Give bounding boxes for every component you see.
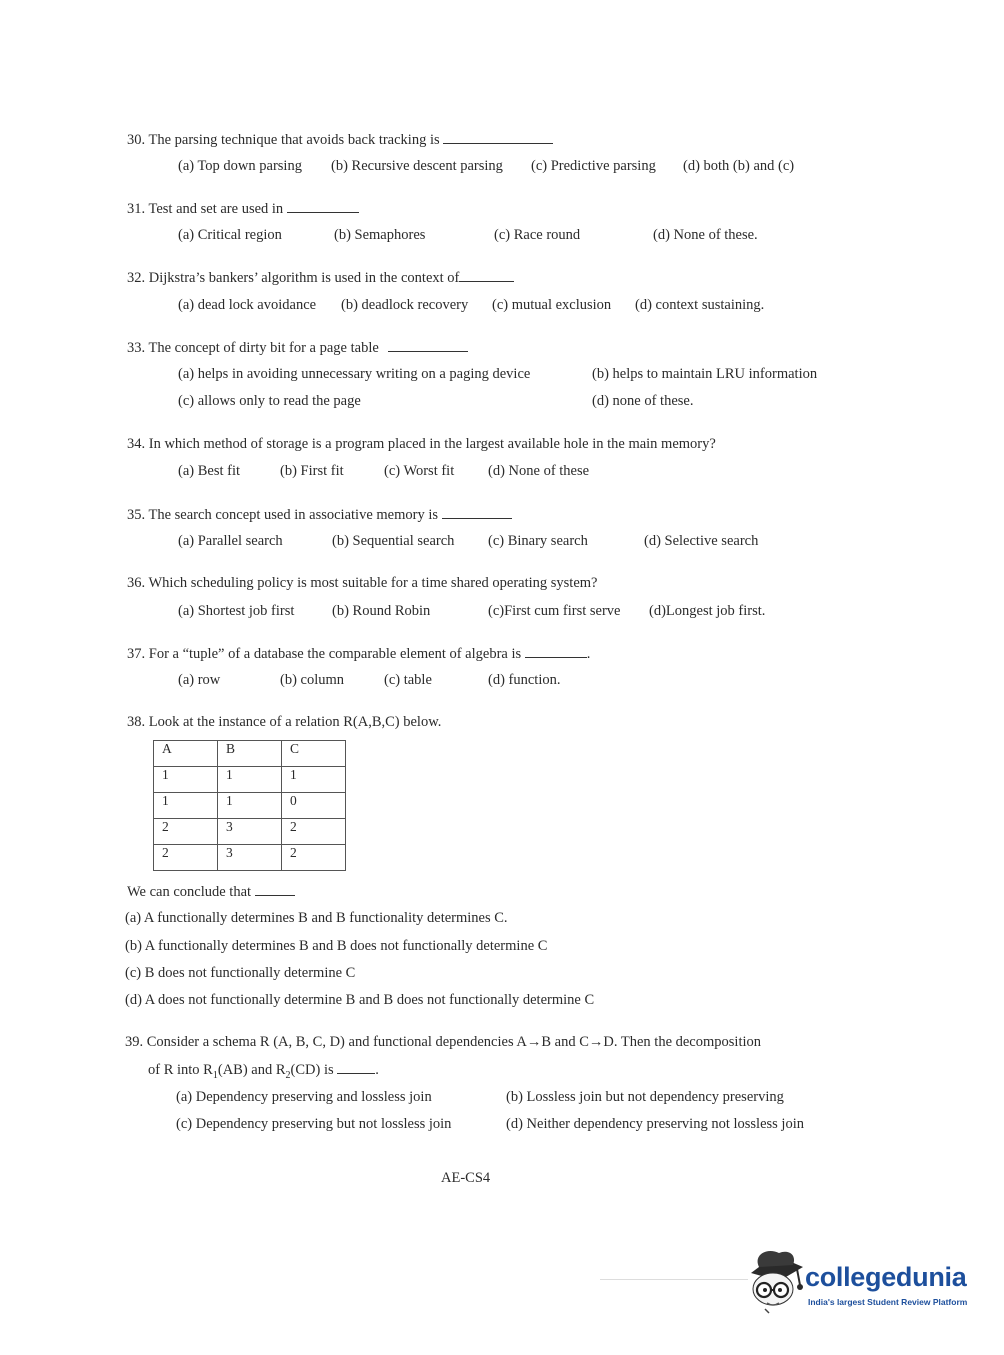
divider: [600, 1279, 748, 1280]
page-code: AE-CS4: [441, 1170, 491, 1186]
table-row: [154, 793, 346, 819]
table-cell: 2: [154, 845, 218, 871]
option-38d: (d) A does not functionally determine B and B does not functionally determine C: [125, 992, 595, 1008]
option-31b: (b) Semaphores: [334, 227, 426, 243]
collegedunia-mascot-icon: [745, 1245, 807, 1320]
table-row: [154, 819, 346, 845]
question-39-line2: of R into $R_1(AB)$ and $R_2(CD)$ is .: [148, 1062, 379, 1081]
table-cell: 2: [282, 845, 346, 871]
table-row: [154, 767, 346, 793]
option-39b: (b) Lossless join but not dependency preserving: [506, 1089, 784, 1105]
table-cell: 1: [218, 767, 282, 793]
option-31d: (d) None of these.: [653, 227, 758, 243]
option-33b: (b) helps to maintain LRU information: [592, 366, 818, 382]
question-30: 30. The parsing technique that avoids back tracking is: [127, 131, 553, 149]
question-39: 39. Consider a schema R (A, B, C, D) and functional dependencies A→B and C→D. Then the decomposition: [125, 1034, 762, 1050]
table-header-cell: C: [282, 741, 346, 767]
option-30d: (d) both (b) and (c): [683, 158, 795, 174]
option-31c: (c) Race round: [494, 227, 581, 243]
question-34: 34. In which method of storage is a program placed in the largest available hole in the main memory?: [127, 436, 716, 452]
option-32b: (b) deadlock recovery: [341, 297, 469, 313]
option-34c: (c) Worst fit: [384, 463, 455, 479]
table-cell: 3: [218, 845, 282, 871]
table-header-row: [154, 741, 346, 767]
table-cell: 1: [218, 793, 282, 819]
question-32: 32. Dijkstra’s bankers’ algorithm is used in the context of: [127, 269, 514, 287]
option-36b: (b) Round Robin: [332, 603, 431, 619]
table-header-cell: A: [154, 741, 218, 767]
question-31: 31. Test and set are used in: [127, 200, 359, 218]
option-35a: (a) Parallel search: [178, 533, 283, 549]
option-35d: (d) Selective search: [644, 533, 759, 549]
table-header-cell: B: [218, 741, 282, 767]
table-cell: 1: [282, 767, 346, 793]
option-37b: (b) column: [280, 672, 345, 688]
option-30a: (a) Top down parsing: [178, 158, 302, 174]
table-cell: 3: [218, 819, 282, 845]
option-32d: (d) context sustaining.: [635, 297, 765, 313]
option-34a: (a) Best fit: [178, 463, 241, 479]
option-33a: (a) helps in avoiding unnecessary writing on a paging device: [178, 366, 531, 382]
option-33d: (d) none of these.: [592, 393, 694, 409]
question-38: 38. Look at the instance of a relation R(A,B,C) below.: [127, 714, 442, 730]
option-32a: (a) dead lock avoidance: [178, 297, 317, 313]
option-39a: (a) Dependency preserving and lossless join: [176, 1089, 432, 1105]
conclusion-prompt: We can conclude that: [127, 883, 295, 901]
relation-table: [153, 740, 346, 871]
option-33c: (c) allows only to read the page: [178, 393, 361, 409]
option-38b: (b) A functionally determines B and B does not functionally determine C: [125, 938, 548, 954]
option-36d: (d)Longest job first.: [649, 603, 766, 619]
option-34d: (d) None of these: [488, 463, 590, 479]
table-cell: 2: [154, 819, 218, 845]
option-31a: (a) Critical region: [178, 227, 282, 243]
option-37a: (a) row: [178, 672, 221, 688]
table-cell: 0: [282, 793, 346, 819]
table-row: [154, 845, 346, 871]
brand-tagline: India's largest Student Review Platform: [808, 1297, 968, 1307]
table-cell: 2: [282, 819, 346, 845]
brand-name: collegedunia: [805, 1262, 967, 1292]
option-39d: (d) Neither dependency preserving not lossless join: [506, 1116, 804, 1132]
option-38a: (a) A functionally determines B and B functionality determines C.: [125, 910, 508, 926]
table-cell: 1: [154, 767, 218, 793]
option-37c: (c) table: [384, 672, 432, 688]
table-cell: 1: [154, 793, 218, 819]
option-30b: (b) Recursive descent parsing: [331, 158, 503, 174]
question-36: 36. Which scheduling policy is most suitable for a time shared operating system?: [127, 575, 598, 591]
question-33: 33. The concept of dirty bit for a page table: [127, 339, 468, 357]
option-32c: (c) mutual exclusion: [492, 297, 612, 313]
option-39c: (c) Dependency preserving but not lossless join: [176, 1116, 452, 1132]
option-34b: (b) First fit: [280, 463, 344, 479]
question-35: 35. The search concept used in associative memory is: [127, 506, 512, 524]
option-35c: (c) Binary search: [488, 533, 588, 549]
question-37: 37. For a “tuple” of a database the comparable element of algebra is .: [127, 646, 591, 662]
option-36a: (a) Shortest job first: [178, 603, 295, 619]
option-30c: (c) Predictive parsing: [531, 158, 656, 174]
option-38c: (c) B does not functionally determine C: [125, 965, 356, 981]
option-37d: (d) function.: [488, 672, 561, 688]
option-36c: (c)First cum first serve: [488, 603, 621, 619]
option-35b: (b) Sequential search: [332, 533, 455, 549]
